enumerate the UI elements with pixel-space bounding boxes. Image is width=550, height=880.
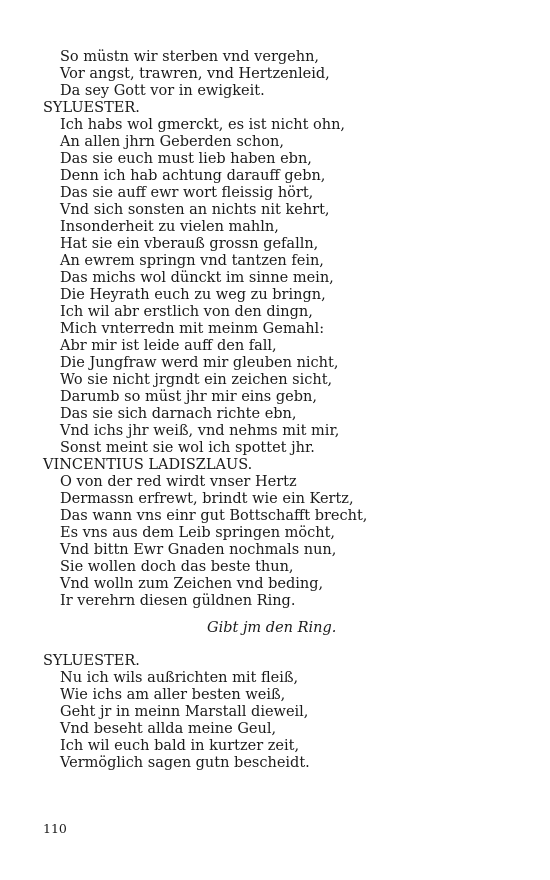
verse-line: Ich wil abr erstlich von den dingn,	[60, 304, 313, 320]
verse-line: Vnd ichs jhr weiß, vnd nehms mit mir,	[60, 423, 340, 439]
speaker-name: VINCENTIUS LADISZLAUS.	[43, 457, 253, 473]
verse-line: Darumb so müst jhr mir eins gebn,	[60, 389, 317, 405]
verse-line: O von der red wirdt vnser Hertz	[60, 474, 297, 490]
verse-line: Vnd beseht allda meine Geul,	[60, 721, 277, 737]
verse-line: An allen jhrn Geberden schon,	[60, 134, 284, 150]
verse-line: Vermöglich sagen gutn bescheidt.	[60, 755, 310, 771]
verse-line: Sie wollen doch das beste thun,	[60, 559, 294, 575]
verse-line: Die Jungfraw werd mir gleuben nicht,	[60, 355, 339, 371]
verse-line: Denn ich hab achtung darauff gebn,	[60, 168, 326, 184]
verse-line: Vor angst, trawren, vnd Hertzenleid,	[60, 66, 330, 82]
verse-line: Wo sie nicht jrgndt ein zeichen sicht,	[60, 372, 333, 388]
verse-line: Sonst meint sie wol ich spottet jhr.	[60, 440, 315, 456]
verse-line: Insonderheit zu vielen mahln,	[60, 219, 279, 235]
verse-line: Geht jr in meinn Marstall dieweil,	[60, 704, 309, 720]
verse-line: Nu ich wils außrichten mit fleiß,	[60, 670, 299, 686]
verse-line: Vnd bittn Ewr Gnaden nochmals nun,	[60, 542, 337, 558]
verse-line: Dermassn erfrewt, brindt wie ein Kertz,	[60, 491, 354, 507]
verse-line: Ir verehrn diesen güldnen Ring.	[60, 593, 296, 609]
verse-line: Mich vnterredn mit meinm Gemahl:	[60, 321, 325, 337]
page-body	[43, 49, 513, 772]
verse-line: Die Heyrath euch zu weg zu bringn,	[60, 287, 326, 303]
verse-line: Ich wil euch bald in kurtzer zeit,	[60, 738, 300, 754]
verse-line: Das wann vns einr gut Bottschafft brecht,	[60, 508, 368, 524]
verse-line: An ewrem springn vnd tantzen fein,	[60, 253, 324, 269]
verse-line: Vnd sich sonsten an nichts nit kehrt,	[60, 202, 330, 218]
page-number: 110	[43, 821, 67, 836]
speaker-name: SYLUESTER.	[43, 653, 140, 669]
verse-line: Das michs wol dünckt im sinne mein,	[60, 270, 334, 286]
verse-line: Das sie sich darnach richte ebn,	[60, 406, 297, 422]
verse-line: So müstn wir sterben vnd vergehn,	[60, 49, 320, 65]
verse-line: Es vns aus dem Leib springen möcht,	[60, 525, 336, 541]
verse-line: Vnd wolln zum Zeichen vnd beding,	[60, 576, 324, 592]
verse-line: Ich habs wol gmerckt, es ist nicht ohn,	[60, 117, 346, 133]
verse-line: Abr mir ist leide auff den fall,	[60, 338, 277, 354]
verse-line: Wie ichs am aller besten weiß,	[60, 687, 286, 703]
speaker-name: SYLUESTER.	[43, 100, 140, 116]
verse-line: Da sey Gott vor in ewigkeit.	[60, 83, 265, 99]
stage-direction: Gibt jm den Ring.	[207, 620, 337, 636]
verse-line: Das sie auff ewr wort fleissig hört,	[60, 185, 314, 201]
verse-line: Das sie euch must lieb haben ebn,	[60, 151, 312, 167]
verse-line: Hat sie ein vberauß grossn gefalln,	[60, 236, 319, 252]
